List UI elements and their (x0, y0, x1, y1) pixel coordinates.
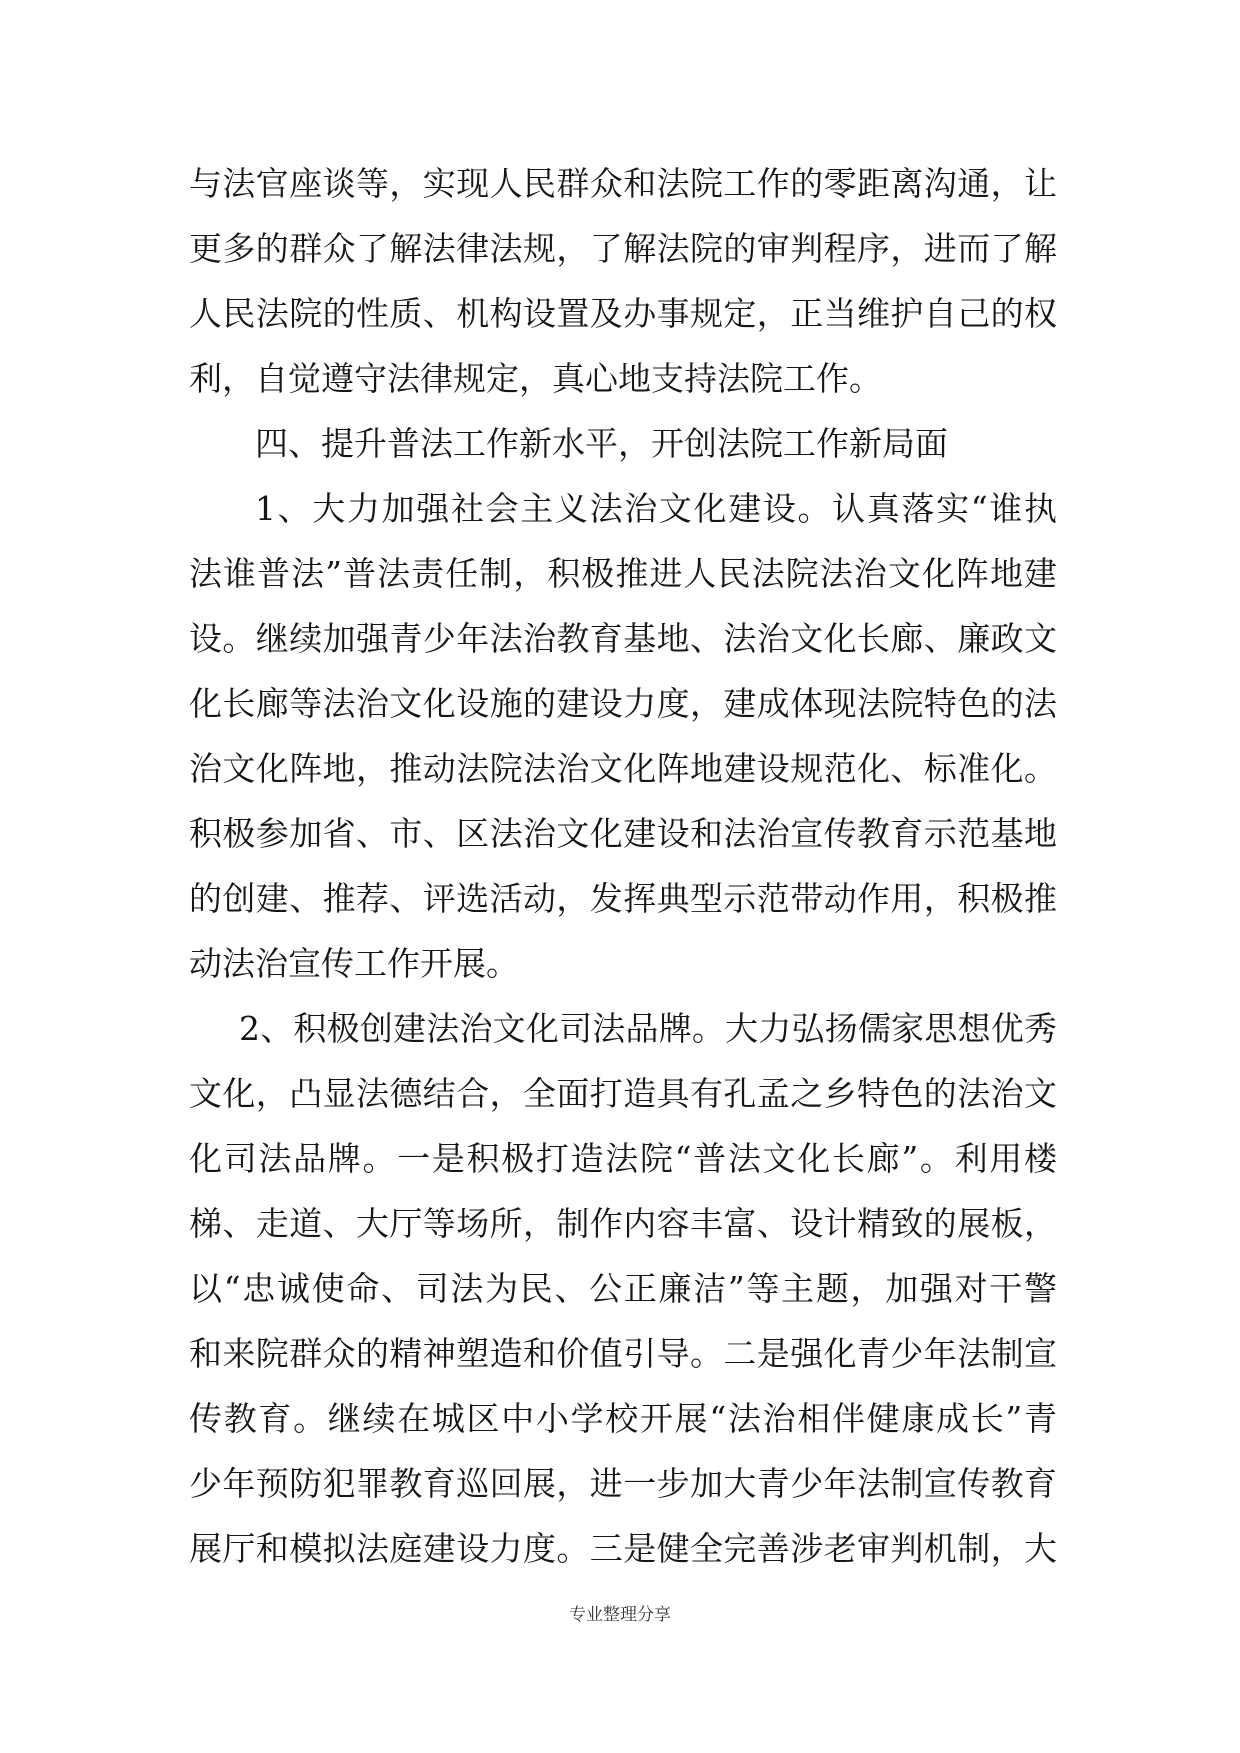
text-line: 传教育。继续在城区中小学校开展“法治相伴健康成长”青 (189, 1399, 1057, 1438)
text-line: 治文化阵地，推动法院法治文化阵地建设规范化、标准化。 (189, 749, 1057, 788)
text-line: 文化，凸显法德结合，全面打造具有孔孟之乡特色的法治文 (189, 1074, 1057, 1113)
text-line: 设。继续加强青少年法治教育基地、法治文化长廊、廉政文 (189, 619, 1057, 658)
text-line: 利，自觉遵守法律规定，真心地支持法院工作。 (189, 359, 882, 398)
text-line: 化司法品牌。一是积极打造法院“普法文化长廊”。利用楼 (189, 1139, 1057, 1178)
text-line: 少年预防犯罪教育巡回展，进一步加大青少年法制宣传教育 (189, 1464, 1057, 1503)
text-line: 的创建、推荐、评选活动，发挥典型示范带动作用，积极推 (189, 879, 1057, 918)
page-footer: 专业整理分享 (569, 1605, 671, 1625)
text-line: 展厅和模拟法庭建设力度。三是健全完善涉老审判机制，大 (189, 1529, 1057, 1568)
text-line: 梯、走道、大厅等场所，制作内容丰富、设计精致的展板， (189, 1204, 1057, 1243)
text-line: 积极参加省、市、区法治文化建设和法治宣传教育示范基地 (189, 814, 1057, 853)
text-line: 和来院群众的精神塑造和价值引导。二是强化青少年法制宣 (189, 1334, 1057, 1373)
text-line: 法谁普法”普法责任制，积极推进人民法院法治文化阵地建 (189, 554, 1057, 593)
text-line: 更多的群众了解法律法规，了解法院的审判程序，进而了解 (189, 229, 1057, 268)
text-line: 化长廊等法治文化设施的建设力度，建成体现法院特色的法 (189, 684, 1057, 723)
text-line: 动法治宣传工作开展。 (189, 944, 519, 983)
text-line: 1、大力加强社会主义法治文化建设。认真落实“谁执 (255, 489, 1057, 528)
text-line: 以“忠诚使命、司法为民、公正廉洁”等主题，加强对干警 (189, 1269, 1057, 1308)
text-line: 与法官座谈等，实现人民群众和法院工作的零距离沟通，让 (189, 164, 1057, 203)
text-line: 2、积极创建法治文化司法品牌。大力弘扬儒家思想优秀 (239, 1009, 1057, 1048)
text-line: 人民法院的性质、机构设置及办事规定，正当维护自己的权 (189, 294, 1057, 333)
section-heading: 四、提升普法工作新水平，开创法院工作新局面 (255, 424, 948, 463)
